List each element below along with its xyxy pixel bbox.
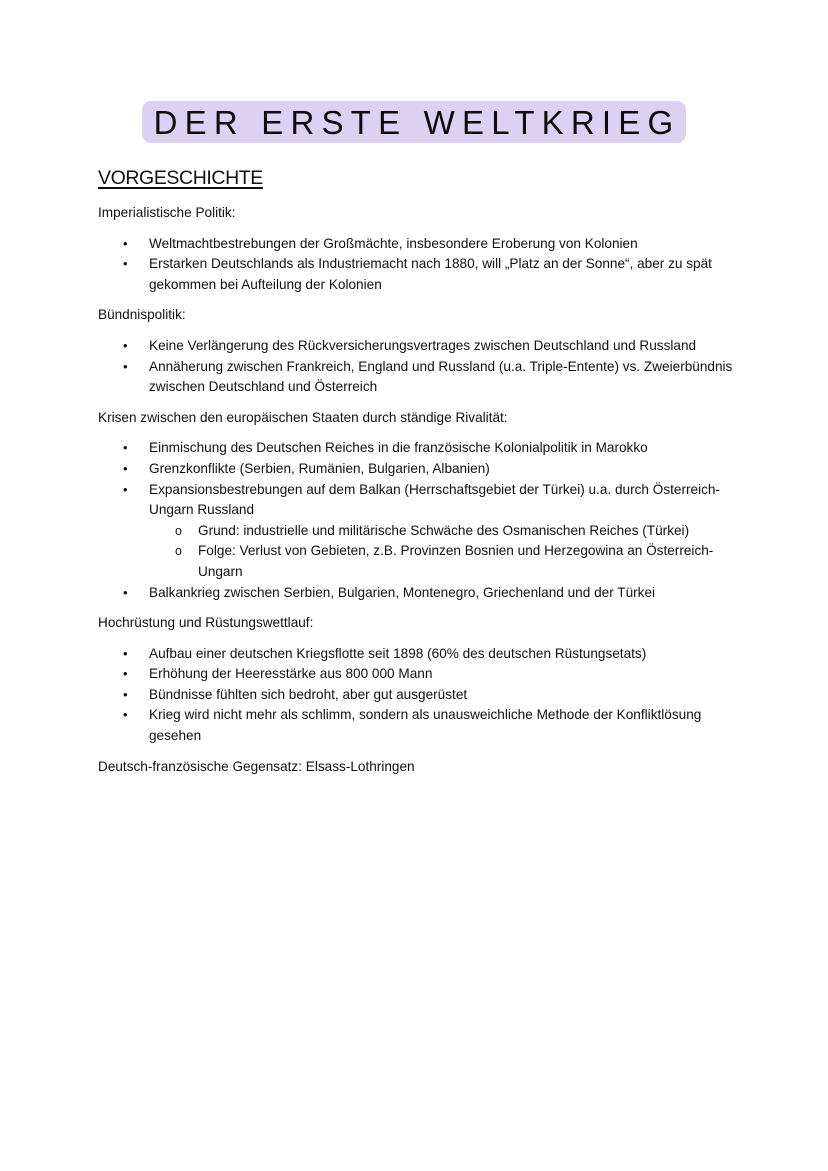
list-item-text: Erstarken Deutschlands als Industriemacht nach 1880, will „Platz an der Sonne“, aber zu spät gekommen bei Aufteilung der Kolonien <box>149 256 712 292</box>
list-item-text: Bündnisse fühlten sich bedroht, aber gut ausgerüstet <box>149 686 468 702</box>
page-title: DER ERSTE WELTKRIEG <box>142 101 687 143</box>
list-item-text: Einmischung des Deutschen Reiches in die französische Kolonialpolitik in Marokko <box>149 440 648 456</box>
list-item <box>98 254 748 295</box>
list-item <box>98 685 748 706</box>
list-item <box>98 336 748 357</box>
bullet-icon: • <box>123 584 128 600</box>
bullet-icon: • <box>123 440 128 456</box>
section-heading: VORGESCHICHTE <box>98 167 263 189</box>
group-heading-franco-german: Deutsch-französische Gegensatz: Elsass-Lothringen <box>98 758 415 774</box>
bullet-icon: • <box>123 666 128 682</box>
list-item-text: Keine Verlängerung des Rückversicherungsvertrages zwischen Deutschland und Russland <box>149 337 697 353</box>
list-item-text: Erhöhung der Heeresstärke aus 800 000 Mann <box>149 666 433 682</box>
bullet-icon: • <box>123 358 128 374</box>
list-item-text: Annäherung zwischen Frankreich, England und Russland (u.a. Triple-Entente) vs. Zweierbündnis zwischen Deutschland und Österreich <box>149 358 733 395</box>
list-item <box>98 705 748 746</box>
bullet-icon: • <box>123 686 128 702</box>
sub-list-item-text: Grund: industrielle und militärische Schwäche des Osmanischen Reiches (Türkei) <box>198 522 690 538</box>
bullet-icon: • <box>123 707 128 723</box>
list-item-text: Krieg wird nicht mehr als schlimm, sondern als unausweichliche Methode der Konfliktlösung gesehen <box>149 707 702 744</box>
list-item <box>98 459 748 480</box>
list-item-text: Grenzkonflikte (Serbien, Rumänien, Bulgarien, Albanien) <box>149 460 490 476</box>
bullet-icon: • <box>123 460 128 476</box>
sub-list-balkan <box>149 521 748 583</box>
group-heading-imperialism: Imperialistische Politik: <box>98 205 236 220</box>
list-item-text: Balkankrieg zwischen Serbien, Bulgarien, Montenegro, Griechenland und der Türkei <box>149 584 656 600</box>
group-heading-armament: Hochrüstung und Rüstungswettlauf: <box>98 615 314 631</box>
bullet-icon: • <box>123 645 128 661</box>
list-item-text: Weltmachtbestrebungen der Großmächte, insbesondere Eroberung von Kolonien <box>149 235 638 251</box>
list-item-text: Aufbau einer deutschen Kriegsflotte seit 1898 (60% des deutschen Rüstungsetats) <box>149 645 647 661</box>
sub-list-item <box>149 521 748 542</box>
bullet-list-crises <box>98 438 748 603</box>
list-item <box>98 644 748 665</box>
list-item <box>98 480 748 583</box>
circle-bullet-icon: o <box>175 523 182 538</box>
circle-bullet-icon: o <box>175 544 182 559</box>
title-banner <box>0 101 828 143</box>
list-item <box>98 234 748 255</box>
group-heading-alliances: Bündnispolitik: <box>98 307 186 323</box>
list-item <box>98 664 748 685</box>
bullet-icon: • <box>123 256 128 272</box>
group-heading-crises: Krisen zwischen den europäischen Staaten durch ständige Rivalität: <box>98 409 508 425</box>
document-content <box>98 203 748 777</box>
list-item <box>98 438 748 459</box>
list-item-text: Expansionsbestrebungen auf dem Balkan (Herrschaftsgebiet der Türkei) u.a. durch Österreich-Ungarn Russland <box>149 481 720 518</box>
list-item <box>98 583 748 604</box>
bullet-icon: • <box>123 481 128 497</box>
list-item <box>98 357 748 398</box>
sub-list-item-text: Folge: Verlust von Gebieten, z.B. Provinzen Bosnien und Herzegowina an Österreich-Ungarn <box>198 543 714 579</box>
bullet-list-imperialism <box>98 234 748 296</box>
bullet-icon: • <box>123 337 128 353</box>
bullet-list-alliances <box>98 336 748 398</box>
bullet-list-armament <box>98 644 748 747</box>
bullet-icon: • <box>123 235 128 251</box>
sub-list-item <box>149 541 748 582</box>
